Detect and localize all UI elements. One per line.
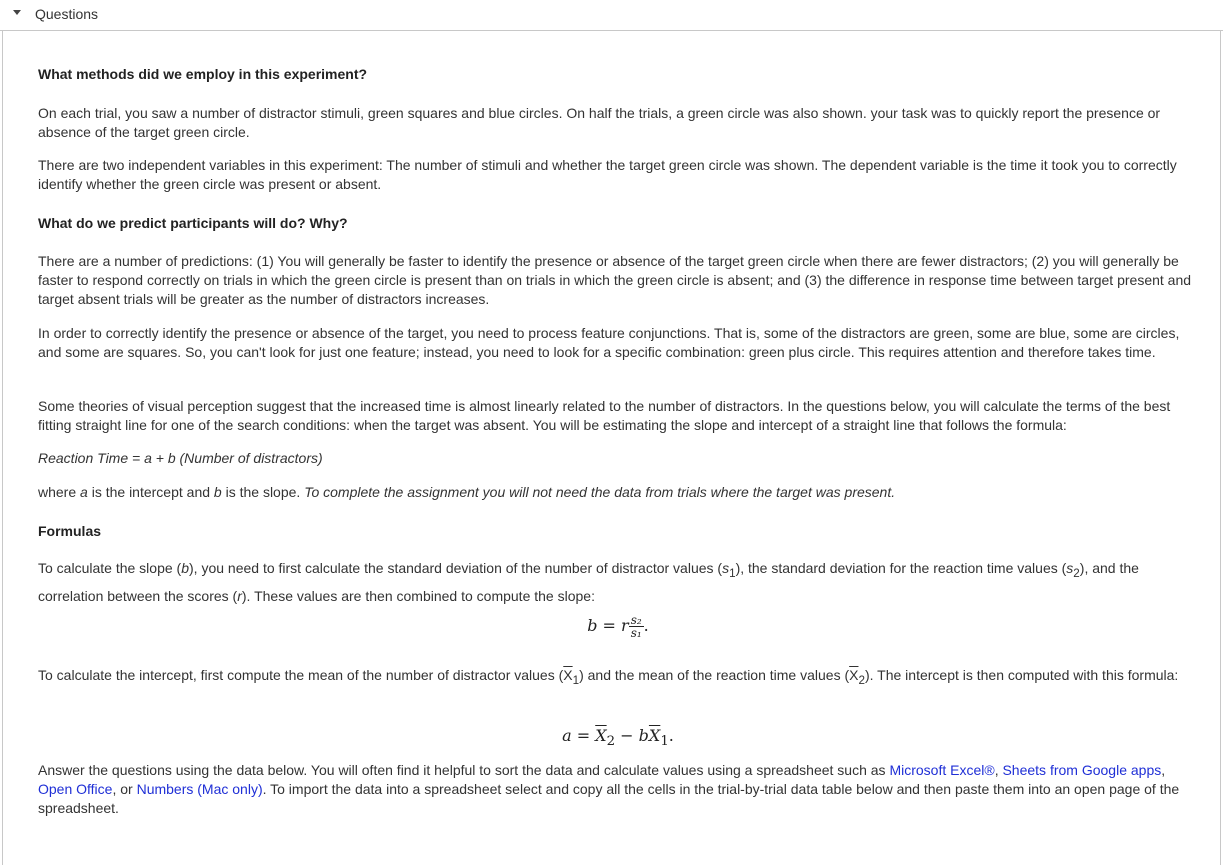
- where-paragraph: [38, 483, 1198, 502]
- slope-s2: s: [1066, 560, 1074, 576]
- slope-text-2: ), you need to first calculate the standard deviation of the number of distractor values (: [189, 560, 723, 576]
- slope-paragraph: [38, 557, 1198, 608]
- methods-paragraph-1: On each trial, you saw a number of distractor stimuli, green squares and blue circles. On half the trials, a green circle was also shown. your task was to quickly report the presence or absence of the target green circle.: [38, 105, 1161, 140]
- where-text-3: is the slope.: [221, 484, 305, 500]
- methods-paragraph-2: There are two independent variables in this experiment: The number of stimuli and whether the target green circle was shown. The dependent variable is the time it took you to correctly identify whether the green circle was present or absent.: [38, 157, 1177, 192]
- slope-b: b: [181, 560, 189, 576]
- intercept-formula-x2: $\overline{X}$: [595, 726, 607, 745]
- answer-sep-1: ,: [994, 762, 1003, 778]
- slope-formula-eq: =: [597, 616, 622, 635]
- intercept-x2-sub: 2: [858, 673, 865, 687]
- slope-r: r: [237, 587, 242, 604]
- intercept-paragraph: [38, 664, 1198, 692]
- intercept-formula-end: .: [668, 726, 674, 745]
- questions-panel-body: [2, 31, 1221, 865]
- slope-s1: s: [722, 560, 730, 576]
- where-text-2: is the intercept and: [87, 484, 214, 500]
- slope-formula-b: b: [587, 616, 598, 635]
- intercept-text-3: ). The intercept is then computed with this formula:: [864, 667, 1179, 683]
- slope-formula-r: r: [621, 616, 629, 635]
- answer-sep-2: ,: [1161, 762, 1166, 778]
- predict-paragraph-2: In order to correctly identify the presence or absence of the target, you need to process feature conjunctions. That is, some of the distractors are green, some are blue, some are circles, and some are squares. So, you can't look for just one feature; instead, you need to look for a specific combination: green plus circle. This requires attention and therefore takes time.: [38, 325, 1180, 360]
- intercept-text-1: To calculate the intercept, first compute the mean of the number of distractor values (: [38, 667, 564, 683]
- caret-down-icon[interactable]: [13, 10, 21, 15]
- slope-formula-numerator: s₂: [630, 613, 642, 627]
- where-text-1: where: [38, 484, 81, 500]
- intercept-formula-x2-sub: 2: [606, 734, 616, 750]
- intercept-x1-sub: 1: [572, 673, 580, 687]
- slope-s1-sub: 1: [729, 566, 736, 580]
- intercept-x2: $\overline{X}$: [849, 667, 859, 683]
- intercept-formula-b: b: [638, 726, 649, 745]
- slope-formula-fraction: [629, 614, 644, 639]
- slope-formula-end: .: [643, 616, 649, 635]
- predict-paragraph-3: Some theories of visual perception suggest that the increased time is almost linearly related to the number of distractors. In the questions below, you will calculate the terms of the best fitting straight line for one of the search conditions: when the target was absent. You will be estimating the slope and intercept of a straight line that follows the formula:: [38, 398, 1171, 433]
- answer-text-1: Answer the questions using the data below. You will often find it helpful to sort the data and calculate values using a spreadsheet such as: [38, 762, 890, 778]
- slope-text-1: To calculate the slope (: [38, 560, 182, 576]
- answer-paragraph: [38, 761, 1198, 818]
- questions-panel-header[interactable]: [0, 0, 1223, 31]
- answer-sep-3: , or: [112, 781, 137, 797]
- reaction-time-formula: Reaction Time = a + b (Number of distractors): [38, 450, 323, 466]
- intercept-formula-eq: =: [571, 726, 596, 745]
- where-a: a: [80, 484, 88, 500]
- link-google-sheets[interactable]: Sheets from Google apps: [1002, 762, 1162, 778]
- link-open-office[interactable]: Open Office: [38, 781, 113, 797]
- answer-text-2: . To import the data into a spreadsheet select and copy all the cells in the trial-by-trial data table below and then paste them into an open page of the spreadsheet.: [38, 781, 1180, 816]
- where-b: b: [213, 484, 222, 500]
- methods-heading: What methods did we employ in this experiment?: [38, 66, 368, 82]
- link-numbers-mac[interactable]: Numbers (Mac only): [136, 781, 263, 797]
- intercept-formula-x1: $\overline{X}$: [648, 726, 661, 745]
- slope-formula: [38, 614, 1198, 639]
- intercept-formula: [38, 726, 1198, 751]
- intercept-x1: $\overline{X}$: [563, 667, 573, 683]
- slope-text-5: ). These values are then combined to compute the slope:: [241, 587, 595, 604]
- link-microsoft-excel[interactable]: Microsoft Excel®: [889, 762, 995, 778]
- slope-s2-sub: 2: [1073, 566, 1080, 580]
- formulas-heading: Formulas: [38, 523, 102, 539]
- predict-paragraph-1: There are a number of predictions: (1) You will generally be faster to identify the presence or absence of the target green circle when there are fewer distractors; (2) you will generally be faster to respond correctly on trials in which the green circle is present than on trials in which the green circle is absent; and (3) the difference in response time between target present and target absent trials will be greater as the number of distractors increases.: [38, 253, 1192, 307]
- intercept-formula-x1-sub: 1: [660, 734, 669, 750]
- intercept-formula-a: a: [562, 726, 572, 745]
- where-italic-note: To complete the assignment you will not need the data from trials where the target was present.: [304, 484, 896, 500]
- slope-text-3: ), the standard deviation for the reaction time values (: [735, 560, 1067, 576]
- slope-formula-denominator: s₁: [630, 626, 642, 640]
- intercept-formula-minus: −: [615, 726, 639, 745]
- slope-text-4: ), and the correlation between the scores (: [38, 560, 1139, 604]
- panel-title[interactable]: Questions: [35, 6, 99, 22]
- predict-heading: What do we predict participants will do? Why?: [38, 215, 348, 231]
- intercept-text-2: ) and the mean of the reaction time values (: [579, 667, 850, 683]
